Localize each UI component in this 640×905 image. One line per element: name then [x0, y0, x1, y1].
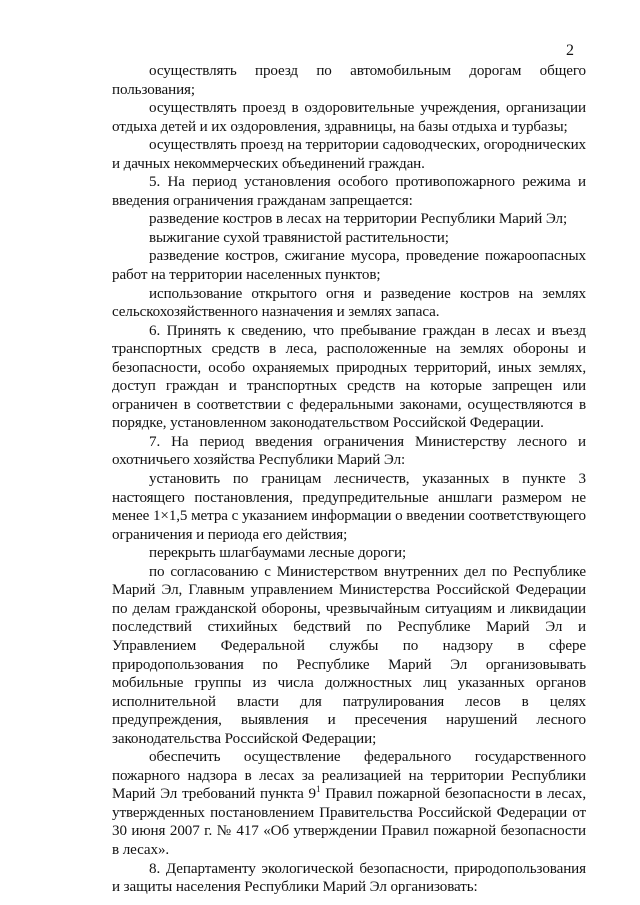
paragraph-item-5: 5. На период установления особого противопожарного режима и введения ограничения гражданам запрещается:	[112, 174, 586, 209]
paragraph-ban-open-fire-farmland: использование открытого огня и разведение костров на землях сельскохозяйственного назначения и землях запаса.	[112, 285, 586, 321]
paragraph-item-7: 7. На период введения ограничения Министерству лесного и охотничьего хозяйства Республики Марий Эл:	[112, 433, 586, 469]
superscript-index: 1	[316, 784, 321, 795]
document-body	[112, 62, 586, 897]
paragraph-fire-supervision-text-end: Правил пожарной безопасности в лесах, утвержденных постановлением Правительства Российской Федерации от 30 июня 2007 г. № 417 «Об утверждении Правил пожарной безопасности в лесах».	[112, 786, 587, 858]
paragraph-item-8: 8. Департаменту экологической безопасности, природопользования и защиты населения Республики Марий Эл организовать:	[112, 860, 586, 896]
paragraph-warning-signs: установить по границам лесничеств, указанных в пункте 3 настоящего постановления, предупредительные аншлаги размером не менее 1×1,5 метра с указанием информации о введении соответствующего ограничения и периода его действия;	[112, 471, 586, 543]
paragraph-traffic-public-roads: осуществлять проезд по автомобильным дорогам общего пользования;	[112, 63, 586, 98]
paragraph-ban-forest-fires: разведение костров в лесах на территории Республики Марий Эл;	[149, 211, 568, 228]
paragraph-traffic-garden-associations: осуществлять проезд на территории садоводческих, огороднических и дачных некоммерческих объединений граждан.	[112, 137, 586, 172]
paragraph-ban-grass-burning: выжигание сухой травянистой растительности;	[149, 229, 449, 246]
paragraph-fire-supervision-text-start: обеспечить осуществление федерального государственного пожарного надзора в лесах за реализацией на территории Республики Марий Эл требований пункта 9	[112, 749, 586, 803]
paragraph-barriers: перекрыть шлагбаумами лесные дороги;	[149, 545, 407, 562]
paragraph-ban-settlement-fires: разведение костров, сжигание мусора, проведение пожароопасных работ на территории населенных пунктов;	[112, 248, 586, 284]
paragraph-item-6: 6. Принять к сведению, что пребывание граждан в лесах и въезд транспортных средств в леса, расположенные на землях обороны и безопасности, особо охраняемых природных территорий, иных землях, доступ граждан и транспортных средств на которые запрещен или ограничен в соответствии с федеральными законами, осуществляются в порядке, установленном законодательством Российской Федерации.	[112, 322, 586, 432]
paragraph-fire-supervision	[112, 748, 586, 859]
page-number: 2	[566, 42, 574, 59]
paragraph-traffic-health-facilities: осуществлять проезд в оздоровительные учреждения, организации отдыха детей и их оздоровления, здравницы, на базы отдыха и турбазы;	[112, 100, 586, 135]
paragraph-mobile-groups: по согласованию с Министерством внутренних дел по Республике Марий Эл, Главным управлением Министерства Российской Федерации по делам гражданской обороны, чрезвычайным ситуациям и ликвидации последствий стихийных бедствий по Республике Марий Эл и Управлением Федеральной службы по надзору в сфере природопользования по Республике Марий Эл организовывать мобильные группы из числа должностных лиц указанных органов исполнительной власти для патрулирования лесов в целях предупреждения, выявления и пресечения нарушений лесного законодательства Российской Федерации;	[112, 563, 586, 747]
